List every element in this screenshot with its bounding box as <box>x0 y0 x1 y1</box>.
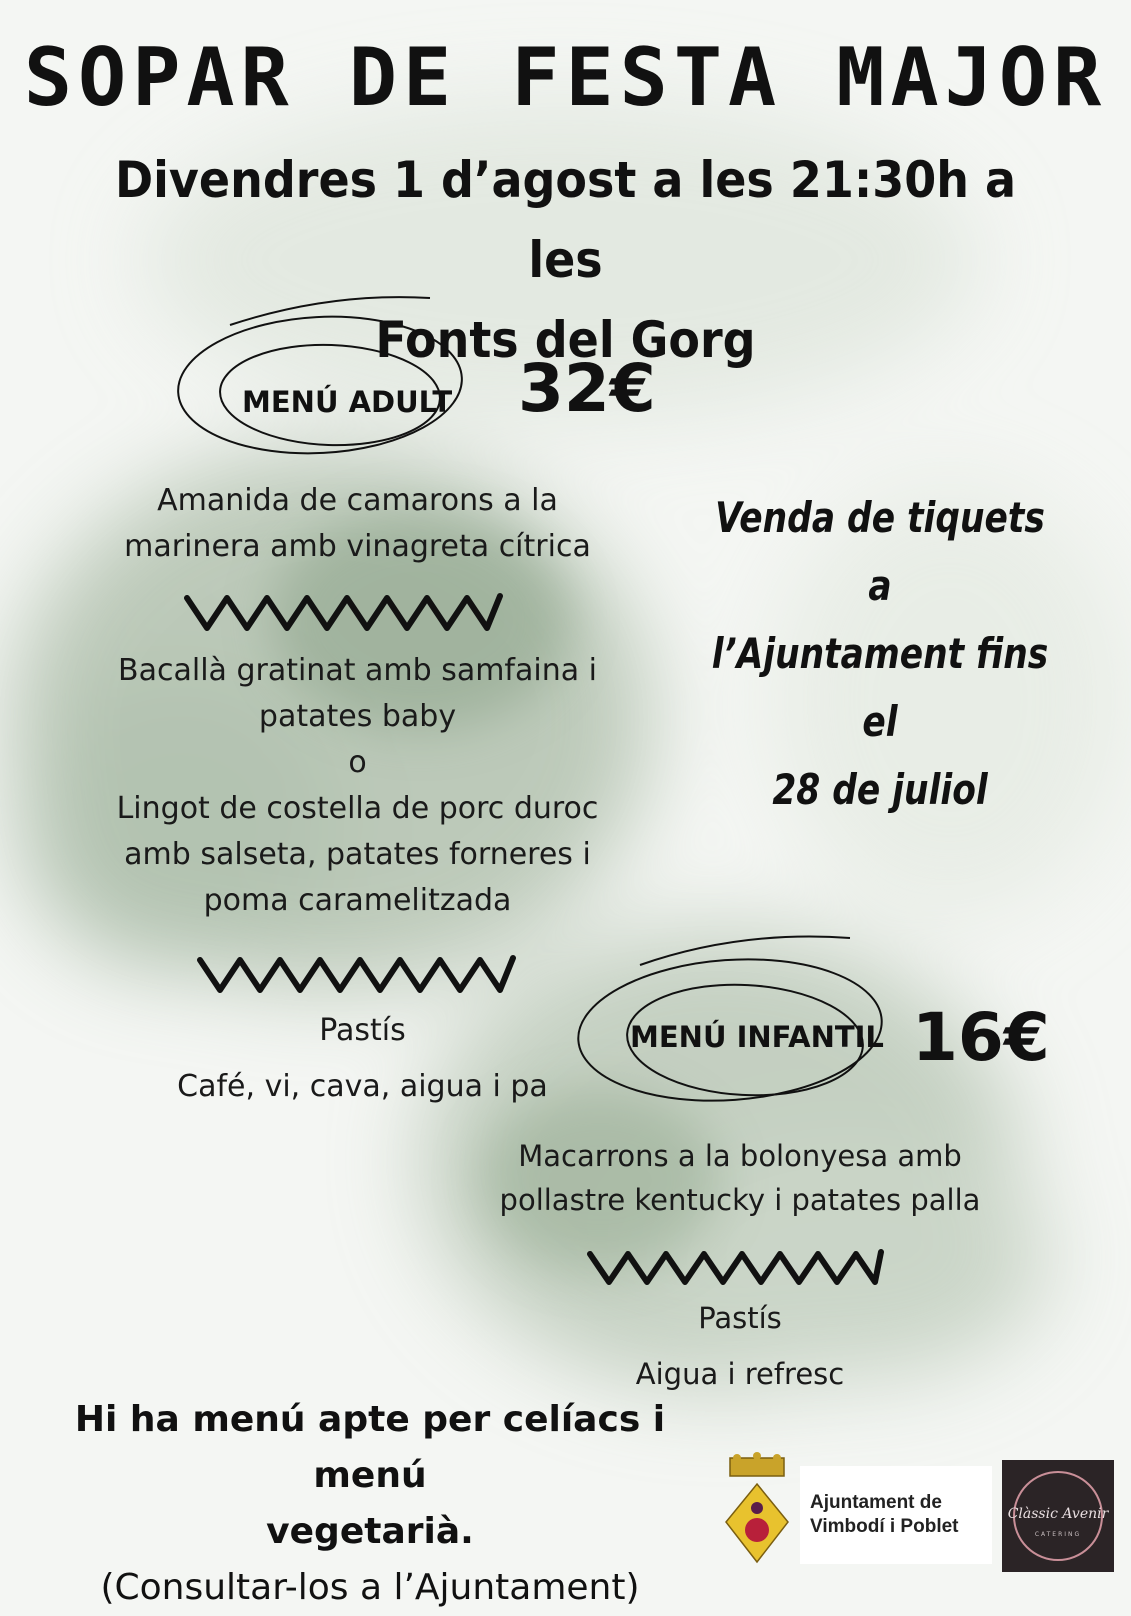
child-dish <box>480 1134 1000 1222</box>
subtitle-line-1: Divendres 1 d’agost a les 21:30h a les <box>114 151 1017 289</box>
catering-name: Clàssic Avenir <box>1007 1506 1109 1522</box>
note-line-3: (Consultar-los a l’Ajuntament) <box>100 1567 640 1608</box>
note-line-1: Hi ha menú apte per celíacs i menú <box>74 1399 666 1496</box>
adult-starter-line-2: marinera amb vinagreta cítrica <box>124 529 591 564</box>
child-dish-line-1: Macarrons a la bolonyesa amb <box>518 1139 962 1173</box>
tickets-line-3: 28 de juliol <box>772 765 988 814</box>
child-menu-label: MENÚ INFANTIL <box>630 1020 884 1054</box>
adult-dessert: Pastís <box>319 1013 406 1048</box>
page-title: SOPAR DE FESTA MAJOR <box>23 31 1108 124</box>
municipal-shield-icon <box>722 1450 792 1570</box>
adult-starter-line-1: Amanida de camarons a la <box>157 483 558 518</box>
ajuntament-line-2: Vimbodí i Poblet <box>810 1516 959 1537</box>
zigzag-divider-icon <box>182 588 507 638</box>
main1-line-1: Bacallà gratinat amb samfaina i <box>118 653 597 688</box>
adult-main-courses <box>95 648 620 924</box>
ajuntament-line-1: Ajuntament de <box>810 1492 942 1513</box>
ajuntament-logo <box>800 1466 992 1564</box>
main2-line-1: Lingot de costella de porc duroc <box>116 791 599 826</box>
main2-line-3: poma caramelitzada <box>203 883 512 918</box>
zigzag-divider-icon <box>195 950 520 1000</box>
child-dish-line-2: pollastre kentucky i patates palla <box>499 1183 981 1217</box>
dietary-note <box>20 1392 720 1616</box>
catering-sub: CATERING <box>1034 1531 1082 1538</box>
adult-starter <box>95 478 620 570</box>
tickets-line-2: l’Ajuntament fins el <box>711 629 1049 746</box>
tickets-line-1: Venda de tiquets a <box>715 493 1045 610</box>
main2-line-2: amb salseta, patates forneres i <box>124 837 591 872</box>
adult-menu-price: 32€ <box>518 350 656 427</box>
adult-drinks: Café, vi, cava, aigua i pa <box>177 1069 548 1104</box>
adult-menu-oval <box>170 290 490 470</box>
child-menu-price: 16€ <box>912 999 1050 1076</box>
note-line-2: vegetarià. <box>266 1511 474 1552</box>
subtitle-line-2: Fonts del Gorg <box>375 311 756 369</box>
zigzag-divider-icon <box>585 1242 885 1292</box>
main1-line-2: patates baby <box>258 699 457 734</box>
child-dessert: Pastís <box>698 1301 782 1335</box>
adult-menu-label: MENÚ ADULT <box>242 385 453 419</box>
catering-logo <box>1002 1460 1114 1572</box>
tickets-info <box>700 484 1061 824</box>
child-drinks: Aigua i refresc <box>635 1357 845 1391</box>
main-or: o <box>348 745 367 780</box>
catering-ring-icon <box>1002 1460 1114 1572</box>
